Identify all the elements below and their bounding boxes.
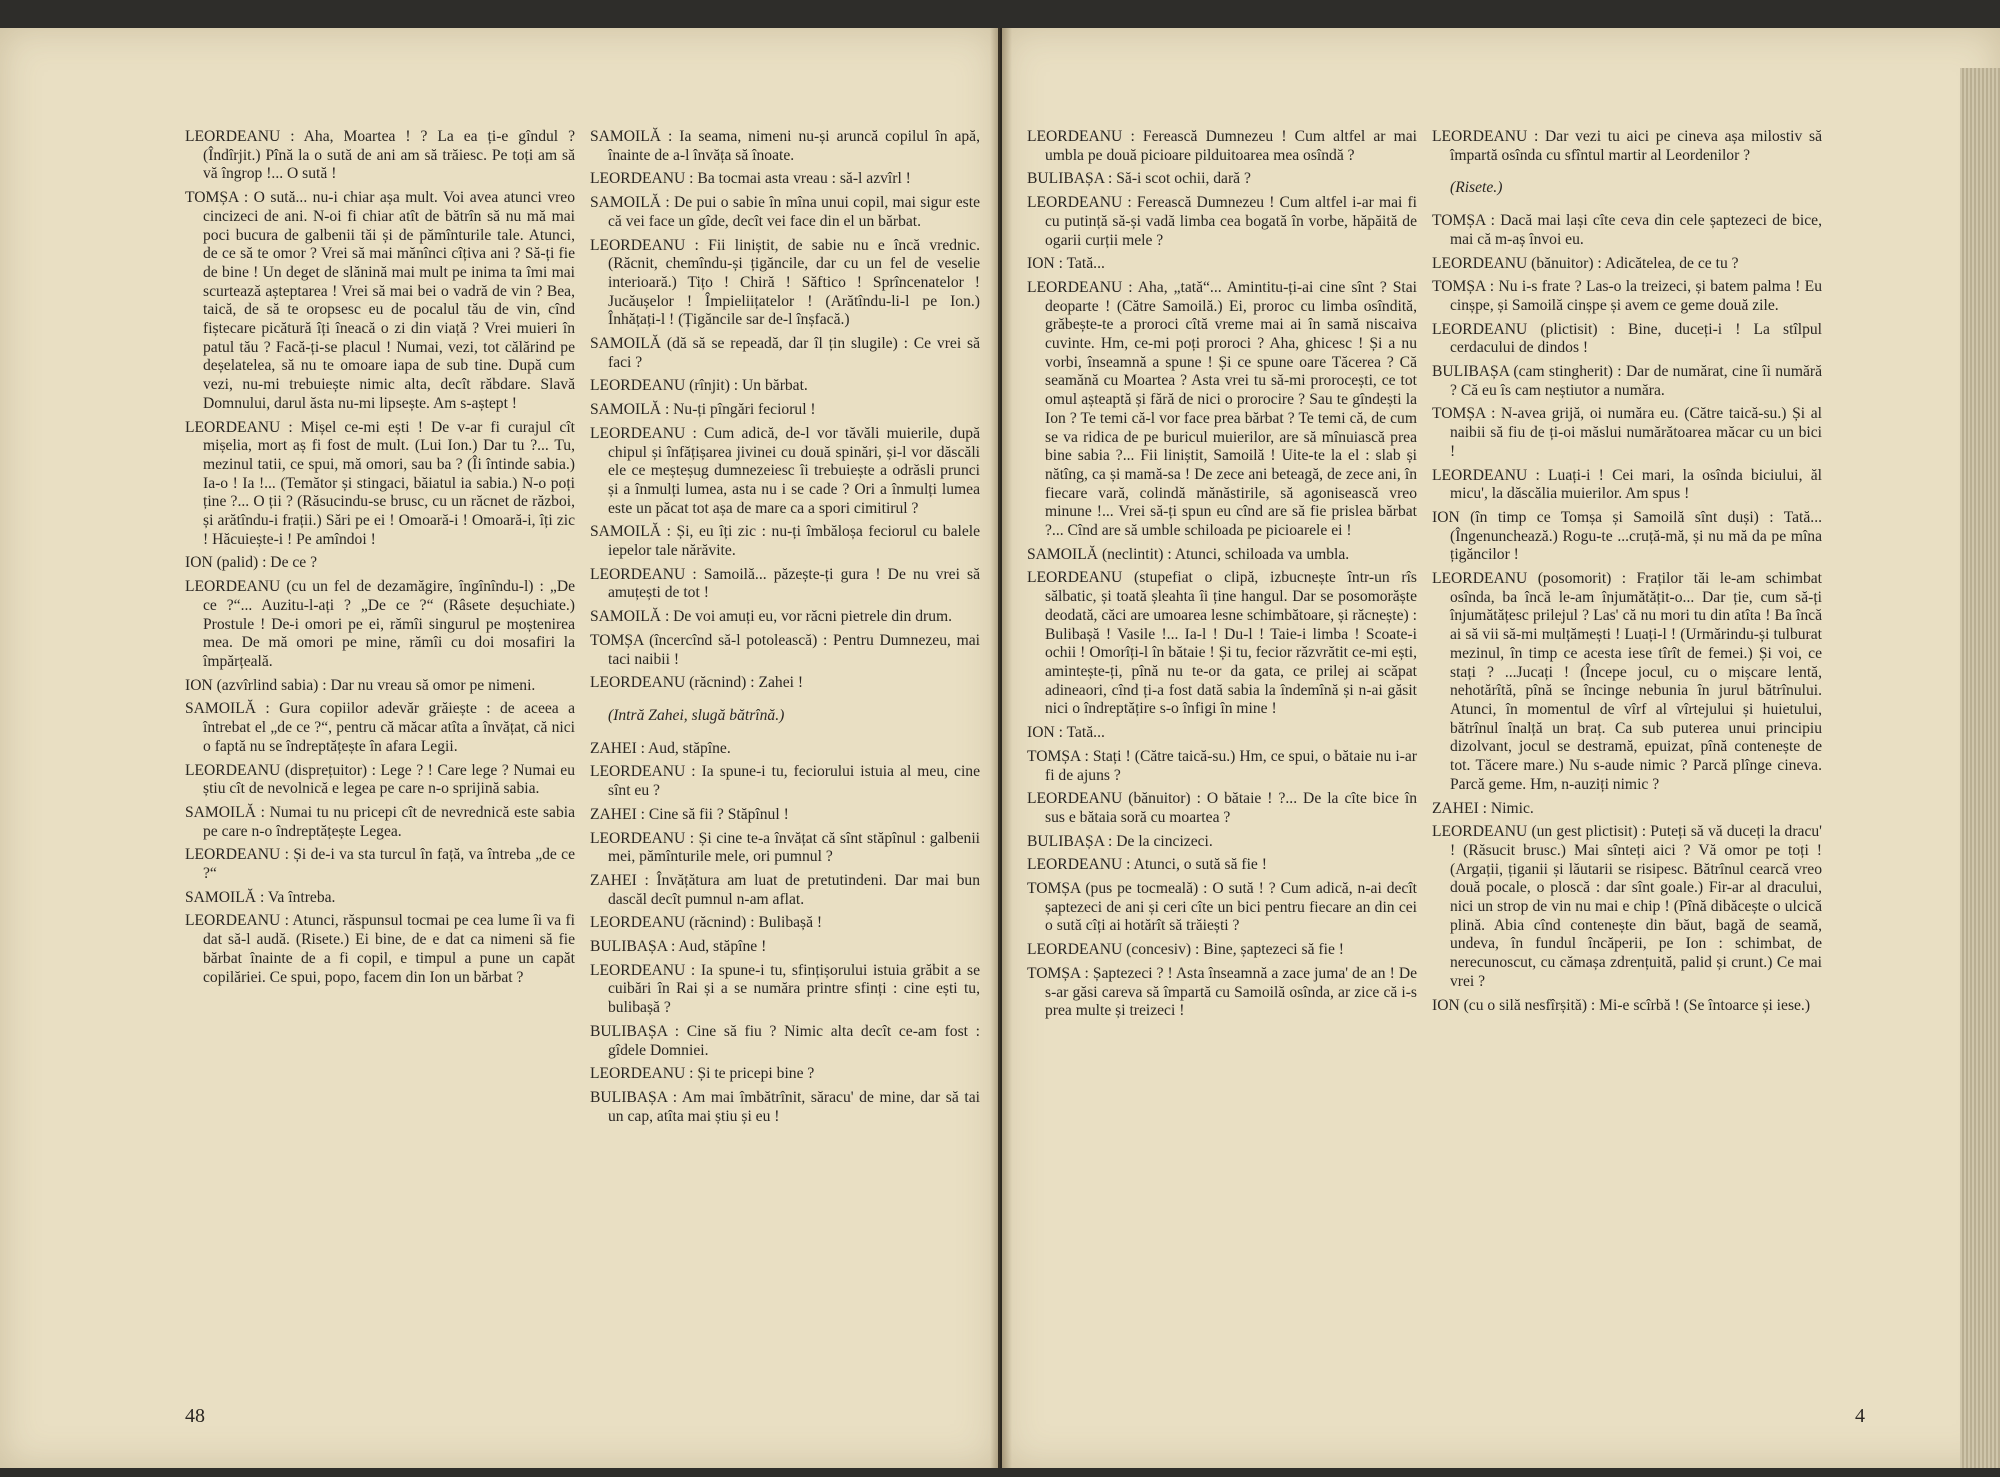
dialogue-line: LEORDEANU : Fii liniștit, de sabie nu e încă vrednic. (Răcnit, chemîndu-și țigăncile, dar cu un fel de veselie interioară.) Tițo ! Chiră ! Săftico ! Sprîncenatelor ! Jucăușelor ! Împieliițatelor ! (Arătîndu-li-l pe Ion.) Înhățați-l ! (Țigăncile sar de-l înșfacă.) [590,236,980,329]
dialogue-line: LEORDEANU : Samoilă... păzește-ți gura ! De nu vrei să amuțești de tot ! [590,565,980,602]
dialogue-line: SAMOILĂ : De voi amuți eu, vor răcni pietrele din drum. [590,608,953,626]
dialogue-line: LEORDEANU (plictisit) : Bine, duceți-i ! La stîlpul cerdacului de dindos ! [1432,320,1822,357]
dialogue-line: LEORDEANU : Ba tocmai asta vreau : să-l azvîrl ! [590,170,911,188]
dialogue-line: SAMOILĂ (dă să se repeadă, dar îl țin slugile) : Ce vrei să faci ? [590,335,980,371]
dialogue-line: LEORDEANU (disprețuitor) : Lege ? ! Care lege ? Numai eu știu cît de nevolnică e legea pe care n-o sprijină sabia. [185,761,575,798]
dialogue-line: BULIBAȘA : Cine să fiu ? Nimic alta decît ce-am fost : gîdele Domniei. [590,1022,980,1059]
dialogue-line: SAMOILĂ : Și, eu îți zic : nu-ți îmbăloșa feciorul cu balele iepelor tale nărăvite. [590,523,980,560]
dialogue-line: LEORDEANU : Atunci, o sută să fie ! [1027,856,1267,874]
dialogue-line: ION (palid) : De ce ? [185,554,318,572]
page-number-left: 48 [185,1405,205,1427]
dialogue-line: SAMOILĂ : Gura copiilor adevăr grăiește : de aceea a întrebat el „de ce ?“, pentru că măcar atîta a învățat, că nici o faptă nu se îndreptățește în afara Legii. [185,700,575,755]
right-page [1002,28,2000,1468]
dialogue-line: LEORDEANU (rînjit) : Un bărbat. [590,377,808,395]
stage-direction: (Intră Zahei, slugă bătrînă.) [608,706,785,724]
dialogue-line: BULIBAȘA : Aud, stăpîne ! [590,938,767,956]
dialogue-line: LEORDEANU (posomorit) : Fraților tăi le-am schimbat osînda, ba încă le-am înjumătățit-o... Dar ție, cum să-ți înjumătățesc prilejul ? Las' că nu mori tu din atîta ! Ba încă ai să vii să-mi mulțămești ! Luați-l ! (Urmărindu-și tulburat mezinul, în timp ce acesta iese tîrît de femei.) Și voi, ce stați ? ...Jucați ! (Începe jocul, cu o mișcare lentă, nehotărîtă, pînă se încinge nebunia în jurul bătrînului. Atunci, în momentul de vîrf al vîrtejului și huietului, bătrînul înalță un braț. Ca sub puterea unui principiu dizolvant, jocul se destramă, epuizat, pînă contenește de tot. Tăcere mare.) Nu s-aude nimic ? Parcă plînge cineva. Parcă geme. Hm, n-auziți nimic ? [1432,570,1822,793]
dialogue-line: LEORDEANU : Ferească Dumnezeu ! Cum altfel i-ar mai fi cu putință să-și vadă limba cea bogată în vorbe, hăpăită de ogarii curții mele ? [1027,194,1417,249]
dialogue-line: LEORDEANU : Ferească Dumnezeu ! Cum altfel ar mai umbla pe două picioare pilduitoarea mea osîndă ? [1027,128,1417,164]
dialogue-line: ION (azvîrlind sabia) : Dar nu vreau să omor pe nimeni. [185,676,536,694]
dialogue-line: LEORDEANU : Și te pricepi bine ? [590,1065,815,1083]
dialogue-line: LEORDEANU : Atunci, răspunsul tocmai pe cea lume îi va fi dat să-l audă. (Risete.) Ei bine, de e dat ca nimeni să fie bărbat înainte de a fi copil, e timpul a pune un capăt copilăriei. Ce spui, popo, facem din Ion un bărbat ? [185,912,575,986]
dialogue-line: TOMȘA (pus pe tocmeală) : O sută ! ? Cum adică, n-ai decît șaptezeci de ani și ceri cîte un bici pentru fiecare an din cei o sută cîți ai hotărît să trăiești ? [1027,880,1417,935]
dialogue-line: LEORDEANU (concesiv) : Bine, șaptezeci să fie ! [1027,941,1344,959]
dialogue-line: ZAHEI : Învățătura am luat de pretutindeni. Dar mai bun dascăl decît pumnul n-am aflat. [590,871,980,908]
dialogue-line: TOMȘA (încercînd să-l potolească) : Pentru Dumnezeu, mai taci naibii ! [590,631,980,668]
dialogue-line: LEORDEANU (cu un fel de dezamăgire, îngînîndu-l) : „De ce ?“... Auzitu-l-ați ? „De ce ?“ (Râsete deșuchiate.) Prostule ! De-i omori pe ei, rămîi singurul pe moștenirea mea. De mă omori pe mine, rămîi cu doi mosafiri la împărțeală. [185,578,575,670]
dialogue-line: LEORDEANU (răcnind) : Bulibașă ! [590,914,823,932]
dialogue-line: TOMȘA : Stați ! (Către taică-su.) Hm, ce spui, o bătaie nu i-ar fi de ajuns ? [1027,747,1417,784]
dialogue-line: BULIBAȘA : Am mai îmbătrînit, săracu' de mine, dar să tai un cap, atîta mai știu și eu ! [590,1088,980,1125]
left-page [0,28,998,1468]
dialogue-line: LEORDEANU : Aha, „tată“... Amintitu-ți-ai cine sînt ? Stai deoparte ! (Către Samoilă.) Ei, proroc cu limba osîndită, grăbește-te a proroci cîtă vreme mai ai în samă niscaiva cuvinte. Hm, ce-mi poți proroci ? Aha, ghicesc ! Și a nu vorbi, înseamnă a spune ! Și ce spune oare Tăcerea ? Că seamănă cu Moartea ? Asta vrei tu să-mi prorocești, ce tot omul așteaptă și fără de nici o prorocire ? Sau te gîndești la Ion ? Te temi că-l vor face prea bărbat ? Te temi că, de cum se va ridica de pe buricul muierilor, are să mînuiască prea bine sabia ?... Fii liniștit, Samoilă ! Uite-te la el : slab și nătîng, ca și mamă-sa ! De zece ani beteagă, de zece ani, în fiecare vară, colindă mănăstirile, să agonisească vreo minune !... Vrei să-ți spun eu cînd are să fie prislea bărbat ?... Cînd are să umble schiloada pe picioarele ei ! [1027,278,1417,540]
dialogue-line: SAMOILĂ : De pui o sabie în mîna unui copil, mai sigur este că vei face un gîde, decît vei face din el un bărbat. [590,194,980,230]
dialogue-line: LEORDEANU (stupefiat o clipă, izbucnește într-un rîs sălbatic, și toată șleahta îi ține hangul. Dar se posomorăște deodată, căci are umoarea lesne schimbătoare, și răcnește) : Bulibașă ! Vasile !... Ia-l ! Du-l ! Taie-i limba ! Scoate-i ochii ! Omorîți-l în bătaie ! Și tu, fecior răzvrătit ce-mi ești, amintește-ți, pînă nu te-or da gata, ce prilej ai scăpat adineaori, cînd ți-a fost dată sabia la îndemînă și n-ai găsit nici o îndreptățire s-o înfigi în mine ! [1027,569,1417,718]
left-column-1 [185,128,575,992]
stage-direction: (Risete.) [1450,179,1503,197]
dialogue-line: TOMȘA : Dacă mai lași cîte ceva din cele șaptezeci de bice, mai că m-aș învoi eu. [1432,212,1822,248]
dialogue-line: SAMOILĂ : Nu-ți pîngări feciorul ! [590,401,816,419]
right-column-1 [1027,128,1417,1026]
dialogue-line: LEORDEANU : Și cine te-a învățat că sînt stăpînul : galbenii mei, pămînturile mele, ori pumnul ? [590,829,980,866]
dialogue-line: LEORDEANU (răcnind) : Zahei ! [590,674,804,692]
dialogue-line: ION (în timp ce Tomșa și Samoilă sînt duși) : Tată... (Îngenunchează.) Rogu-te ...cruță-mă, și nu mă da pe mîna țigăncilor ! [1432,508,1822,564]
dialogue-line: SAMOILĂ : Ia seama, nimeni nu-și aruncă copilul în apă, înainte de a-l învăța să înoate. [590,128,980,164]
dialogue-line: ZAHEI : Cine să fii ? Stăpînul ! [590,805,789,823]
dialogue-line: LEORDEANU : Dar vezi tu aici pe cineva așa milostiv să împartă osînda cu sfîntul martir al Leordenilor ? [1432,128,1822,164]
dialogue-line: SAMOILĂ (neclintit) : Atunci, schiloada va umbla. [1027,545,1350,563]
dialogue-line: BULIBAȘA (cam stingherit) : Dar de numărat, cine îi numără ? Că eu îs cam neștiutor a număra. [1432,363,1822,399]
dialogue-line: BULIBAȘA : De la cincizeci. [1027,832,1213,850]
dialogue-line: LEORDEANU (un gest plictisit) : Puteți să vă duceți la dracu' ! (Răsucit brusc.) Mai sînteți aici ? Vă omor pe toți ! (Argații, țiganii și lăutarii se risipesc. Bătrînul cearcă vreo două pocale, o ploscă : dar sînt goale.) Fir-ar al dracului, nici un strop de vin nu mai e chip ! (Pînă dibăcește o ulcică plină. Abia cînd contenește din băut, bagă de seamă, undeva, în fundul încăperii, pe Ion : schimbat, de nerecunoscut, cu cămașa zdrențuită, palid și crunt.) Ce mai vrei ? [1432,823,1822,990]
dialogue-line: LEORDEANU (bănuitor) : Adicătelea, de ce tu ? [1432,254,1739,272]
dialogue-line: LEORDEANU (bănuitor) : O bătaie ! ?... De la cîte bice în sus e bătaia soră cu moartea ? [1027,790,1417,826]
book-gutter [990,28,1012,1468]
dialogue-line: LEORDEANU : Ia spune-i tu, sfințișorului istuia grăbit a se cuibări în Rai și a se număra printre sfinți : cine ești tu, bulibașă ? [590,961,980,1017]
dialogue-line: ION : Tată... [1027,255,1105,273]
page-edge [1960,68,2000,1468]
right-column-2 [1432,128,1822,1020]
left-column-2 [590,128,980,1131]
dialogue-line: LEORDEANU : Mișel ce-mi ești ! De v-ar fi curajul cît mișelia, mort aș fi fost de mult. (Lui Ion.) Dar tu ?... Tu, mezinul tatii, ce spui, mă omori, sau ba ? (Îi întinde sabia.) Ia-o ! Ia !... (Temător și stingaci, băiatul ia sabia.) N-o poți ține ?... O ții ? (Răsucindu-se brusc, cu un răcnet de război, și arătîndu-i frații.) Sări pe ei ! Omoară-i ! Omoară-i, îți zic ! Hăcuiește-i ! Pe amîndoi ! [185,418,575,548]
dialogue-line: ION (cu o silă nesfîrșită) : Mi-e scîrbă ! (Se întoarce și iese.) [1432,996,1811,1014]
dialogue-line: ZAHEI : Aud, stăpîne. [590,739,731,757]
dialogue-line: LEORDEANU : Cum adică, de-l vor tăvăli muierile, după chipul și înfățișarea jivinei cu două spinări, și-l vor dăscăli ele ce meșteșug dumnezeiesc îi trebuiește a odrăsli prunci și a înmulți lumea, asta nu i se cade ? Ori a înmulți lumea este un păcat tot așa de mare ca a spori cimitirul ? [590,424,980,517]
dialogue-line: ION : Tată... [1027,724,1105,742]
dialogue-line: SAMOILĂ : Va întreba. [185,888,336,906]
dialogue-line: ZAHEI : Nimic. [1432,799,1534,817]
dialogue-line: TOMȘA : Nu i-s frate ? Las-o la treizeci, și batem palma ! Eu cinșpe, și Samoilă cinșpe și avem ce geme două zile. [1432,278,1822,314]
dialogue-line: TOMȘA : O sută... nu-i chiar așa mult. Voi avea atunci vreo cincizeci de ani. N-oi fi chiar atît de bătrîn să nu mă mai poci bucura de galbenii tăi și de pămînturile tale. Atunci, de ce să te omor ? Vrei să mai mănînci cîțiva ani ? Să-ți fie de bine ! Un deget de slănină mai mult pe inima ta îmi mai scurtează așteptarea ! Vrei să mai bei o vadră de vin ? Bea, taică, de să te oropsesc eu de pocalul tău de vin, cînd fiștecare picătură îți îneacă o zi din viață ? Vrei muieri în patul tău ? Facă-ți-se placul ! Numai, vezi, tot călărind pe deșelatelea, să nu te omoare iapa de sub tine. După cum vezi, nu-mi trebuiește nimic alta, decît răbdare. Slavă Domnului, darul ăsta nu-mi lipsește. Am s-aștept ! [185,189,575,412]
dialogue-line: TOMȘA : N-avea grijă, oi număra eu. (Către taică-su.) Și al naibii să fiu de ți-oi măslui numărătoarea măcar cu un bici ! [1432,405,1822,460]
dialogue-line: LEORDEANU : Luați-i ! Cei mari, la osînda biciului, ăl micu', la dăscălia muierilor. Am spus ! [1432,466,1822,503]
dialogue-line: LEORDEANU : Și de-i va sta turcul în față, va întreba „de ce ?“ [185,846,575,883]
dialogue-line: SAMOILĂ : Numai tu nu pricepi cît de nevrednică este sabia pe care n-o îndreptățește Legea. [185,803,575,840]
dialogue-line: LEORDEANU : Ia spune-i tu, feciorului istuia al meu, cine sînt eu ? [590,763,980,800]
page-number-right: 4 [1855,1405,1865,1427]
dialogue-line: BULIBAȘA : Să-i scot ochii, dară ? [1027,170,1251,188]
dialogue-line: TOMȘA : Șaptezeci ? ! Asta înseamnă a zace juma' de an ! De s-ar găsi careva să împartă cu Samoilă osînda, ar zice că i-s prea multe și treizeci ! [1027,964,1417,1020]
dialogue-line: LEORDEANU : Aha, Moartea ! ? La ea ți-e gîndul ? (Îndîrjit.) Pînă la o sută de ani am să trăiesc. Pe toți am să vă îngrop !... O sută ! [185,128,575,183]
